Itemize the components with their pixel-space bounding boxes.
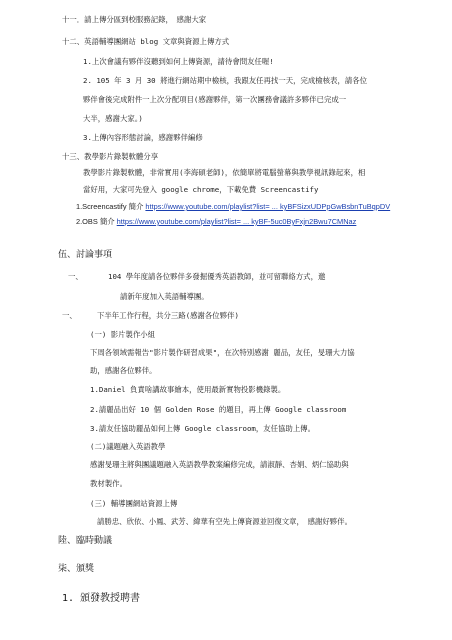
section-12-title: 十二、英語輔導團網站 blog 文章與資源上傳方式: [62, 37, 230, 46]
screencastify-label: 1.Screencastify 簡介: [76, 202, 146, 211]
discussion-item-2: 下半年工作行程，共分三路(感謝各位夥伴): [97, 311, 239, 320]
group-2-title: (二)議題融入英語教學: [90, 442, 166, 451]
section-13-desc-cont: 當好用，大家可先登入 google chrome，下載免費 Screencastify: [83, 185, 319, 194]
section-12-point-3: 3.上傳內容形態討論，感謝夥伴編修: [83, 133, 203, 142]
discussion-item-1-cont: 請新年度加入英語輔導團。: [120, 292, 209, 301]
group-1-desc: 下周各領域需報告"影片製作研習成果"，在次特別感謝 麗品，友任，旻珊大力協: [90, 348, 355, 357]
group-1-desc-cont: 助，感謝各位夥伴。: [90, 366, 157, 375]
section-13-desc: 教學影片錄製軟體，非常實用(李海碩老師)，依簡單將電腦螢幕與教學視訊錄起來，相: [83, 168, 366, 177]
obs-youtube-link[interactable]: https://www.youtube.com/playlist?list= ... kyBF-5uc0ByFxjn2Bwu7CMNaz: [116, 217, 357, 226]
section-12-point-2: 2. 105 年 3 月 30 將進行網站期中檢核，我跟友任再找一天，完成檢核表，請各位: [83, 76, 368, 85]
obs-link-line: [76, 217, 356, 227]
group-3-desc: 請勝忠、欣依、小鳳、武芳、緯華有空先上傳資源並回復文章， 感謝好夥伴。: [97, 517, 352, 526]
group-1-task-2: 2.請麗品出好 10 個 Golden Rose 的題目，再上傳 Google classroom: [90, 405, 347, 414]
group-1-task-1: 1.Daniel 負責啥講故事繪本，使用最新實物投影機錄製。: [90, 385, 286, 394]
group-1-task-3: 3.請友任協助麗品如何上傳 Google classroom，友任協助上傳。: [90, 424, 315, 433]
part-6-heading: 陸、臨時動議: [58, 536, 113, 546]
discussion-item-2-number: 一、: [62, 311, 77, 320]
screencastify-youtube-link[interactable]: https://www.youtube.com/playlist?list= ... kyBFSizxUDPpGwBsbnTuBqpDV: [145, 202, 391, 211]
group-1-title: (一) 影片製作小組: [90, 330, 156, 339]
item-10: 十一．請上傳分區到校服務記錄， 感謝大家: [62, 15, 207, 24]
discussion-item-1: 104 學年度請各位夥伴多發掘優秀英語教師，並可留聯絡方式，邀: [108, 272, 326, 281]
section-12-point-2-cont: 夥伴會後完成附件一上次分配項目(感謝夥伴，第一次團務會議許多夥伴已完成一: [83, 95, 347, 104]
award-item-1: 1. 頒發教授聘書: [62, 593, 141, 604]
section-12-point-1: 1.上次會議有夥伴沒聽到如何上傳資源，請待會問友任喔!: [83, 57, 274, 66]
discussion-item-1-number: 一、: [68, 272, 83, 281]
group-3-title: (三) 輔導團網站資源上傳: [90, 499, 178, 508]
part-5-heading: 伍、討論事項: [58, 250, 113, 260]
obs-label: 2.OBS 簡介: [76, 217, 117, 226]
group-2-desc: 感謝旻珊主將與團議題融入英語教學教案編修完成，請淑靜、杏娟、炳仁協助與: [90, 460, 349, 469]
part-7-heading: 柒、頒獎: [58, 564, 95, 574]
group-2-desc-cont: 教材製作。: [90, 479, 127, 488]
section-12-point-2-end: 大半，感謝大家。): [83, 114, 143, 123]
screencastify-link-line: [76, 202, 390, 212]
section-13-title: 十三、教學影片錄製軟體分享: [62, 152, 159, 161]
